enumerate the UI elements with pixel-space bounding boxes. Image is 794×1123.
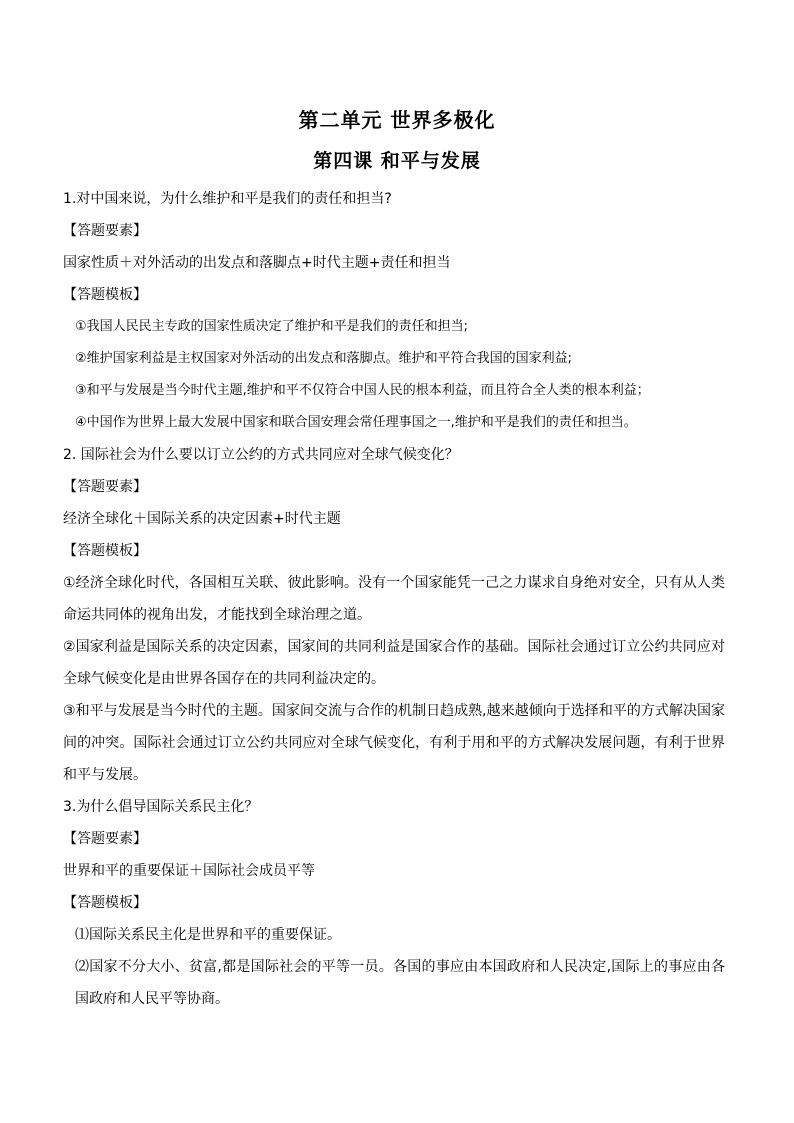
q1-template-label: 【答题模板】 bbox=[63, 287, 147, 303]
q3-point-1: ⑴国际关系民主化是世界和平的重要保证。 bbox=[75, 927, 341, 943]
q1-elements: 国家性质＋对外活动的出发点和落脚点+时代主题+责任和担当 bbox=[63, 255, 451, 271]
document-body bbox=[63, 183, 725, 1015]
q2-template-label: 【答题模板】 bbox=[63, 543, 147, 559]
q3-point-2: ⑵国家不分大小、贫富,都是国际社会的平等一员。各国的事应由本国政府和人民决定,国际上的事应由各国政府和人民平等协商。 bbox=[75, 959, 725, 1007]
question-3: 3.为什么倡导国际关系民主化？ bbox=[63, 799, 259, 815]
question-2: 2. 国际社会为什么要以订立公约的方式共同应对全球气候变化？ bbox=[63, 447, 459, 463]
q1-point-2: ②维护国家利益是主权国家对外活动的出发点和落脚点。维护和平符合我国的国家利益; bbox=[75, 351, 573, 366]
q2-point-2: ②国家利益是国际关系的决定因素，国家间的共同利益是国家合作的基础。国际社会通过订立公约共同应对全球气候变化是由世界各国存在的共同利益决定的。 bbox=[63, 639, 725, 687]
q2-point-1: ①经济全球化时代，各国相互关联、彼此影响。没有一个国家能凭一己之力谋求自身绝对安全，只有从人类命运共同体的视角出发，才能找到全球治理之道。 bbox=[63, 575, 725, 623]
q1-point-4: ④中国作为世界上最大发展中国家和联合国安理会常任理事国之一,维护和平是我们的责任和担当。 bbox=[75, 415, 637, 430]
q3-elements: 世界和平的重要保证＋国际社会成员平等 bbox=[63, 863, 315, 879]
q1-point-3: ③和平与发展是当今时代主题,维护和平不仅符合中国人民的根本利益，而且符合全人类的根本利益； bbox=[75, 383, 650, 398]
question-1: 1.对中国来说，为什么维护和平是我们的责任和担当? bbox=[63, 191, 392, 207]
lesson-title: 第四课 和平与发展 bbox=[313, 150, 481, 172]
q2-point-3: ③和平与发展是当今时代的主题。国家间交流与合作的机制日趋成熟,越来越倾向于选择和平的方式解决国家间的冲突。国际社会通过订立公约共同应对全球气候变化，有利于用和平的方式解决发展问题，有利于世界和平与发展。 bbox=[63, 703, 725, 783]
q3-elements-label: 【答题要素】 bbox=[63, 831, 147, 847]
q1-elements-label: 【答题要素】 bbox=[63, 223, 147, 239]
q3-template-label: 【答题模板】 bbox=[63, 895, 147, 911]
unit-title: 第二单元 世界多极化 bbox=[298, 108, 496, 132]
q1-point-1: ①我国人民民主专政的国家性质决定了维护和平是我们的责任和担当; bbox=[75, 319, 469, 334]
q2-elements-label: 【答题要素】 bbox=[63, 479, 147, 495]
q2-elements: 经济全球化＋国际关系的决定因素+时代主题 bbox=[63, 511, 341, 527]
